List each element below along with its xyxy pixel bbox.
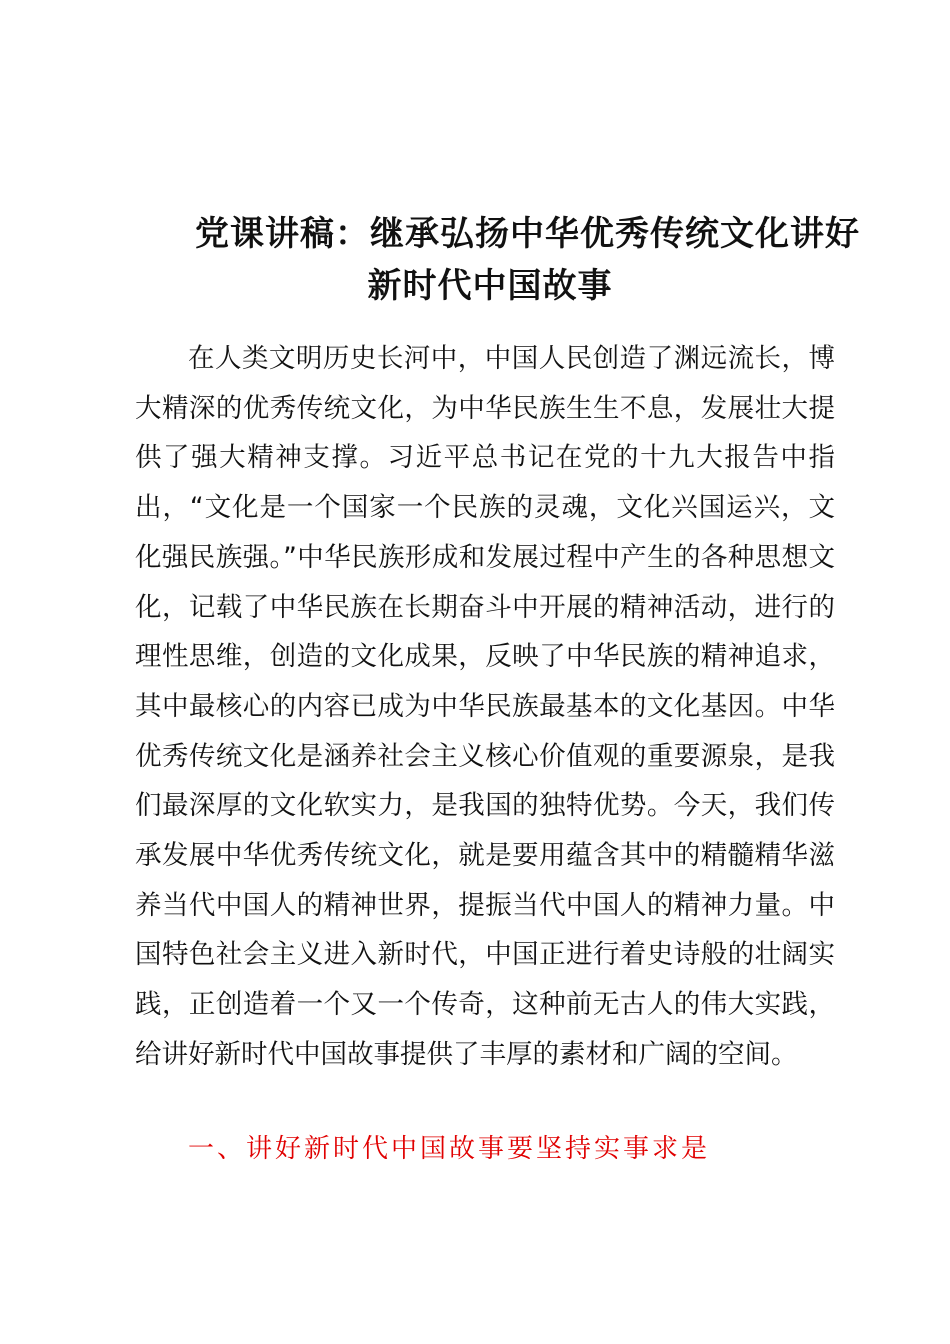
section-heading-1: 一、讲好新时代中国故事要坚持实事求是 [188,1134,711,1164]
title-line-1: 党课讲稿：继承弘扬中华优秀传统文化讲好 [195,214,860,254]
title-line-2: 新时代中国故事 [367,266,613,306]
document-title [120,208,860,312]
body-paragraph: 在人类文明历史长河中，中国人民创造了渊远流长，博大精深的优秀传统文化，为中华民族生生不息，发展壮大提供了强大精神支撑。习近平总书记在党的十九大报告中指出，“文化是一个国家一个民族的灵魂，文化兴国运兴，文化强民族强。”中华民族形成和发展过程中产生的各种思想文化，记载了中华民族在长期奋斗中开展的精神活动，进行的理性思维，创造的文化成果，反映了中华民族的精神追求，其中最核心的内容已成为中华民族最基本的文化基因。中华优秀传统文化是涵养社会主义核心价值观的重要源泉，是我们最深厚的文化软实力，是我国的独特优势。今天，我们传承发展中华优秀传统文化，就是要用蕴含其中的精髓精华滋养当代中国人的精神世界，提振当代中国人的精神力量。中国特色社会主义进入新时代，中国正进行着史诗般的壮阔实践，正创造着一个又一个传奇，这种前无古人的伟大实践，给讲好新时代中国故事提供了丰厚的素材和广阔的空间。 [135,343,835,1070]
